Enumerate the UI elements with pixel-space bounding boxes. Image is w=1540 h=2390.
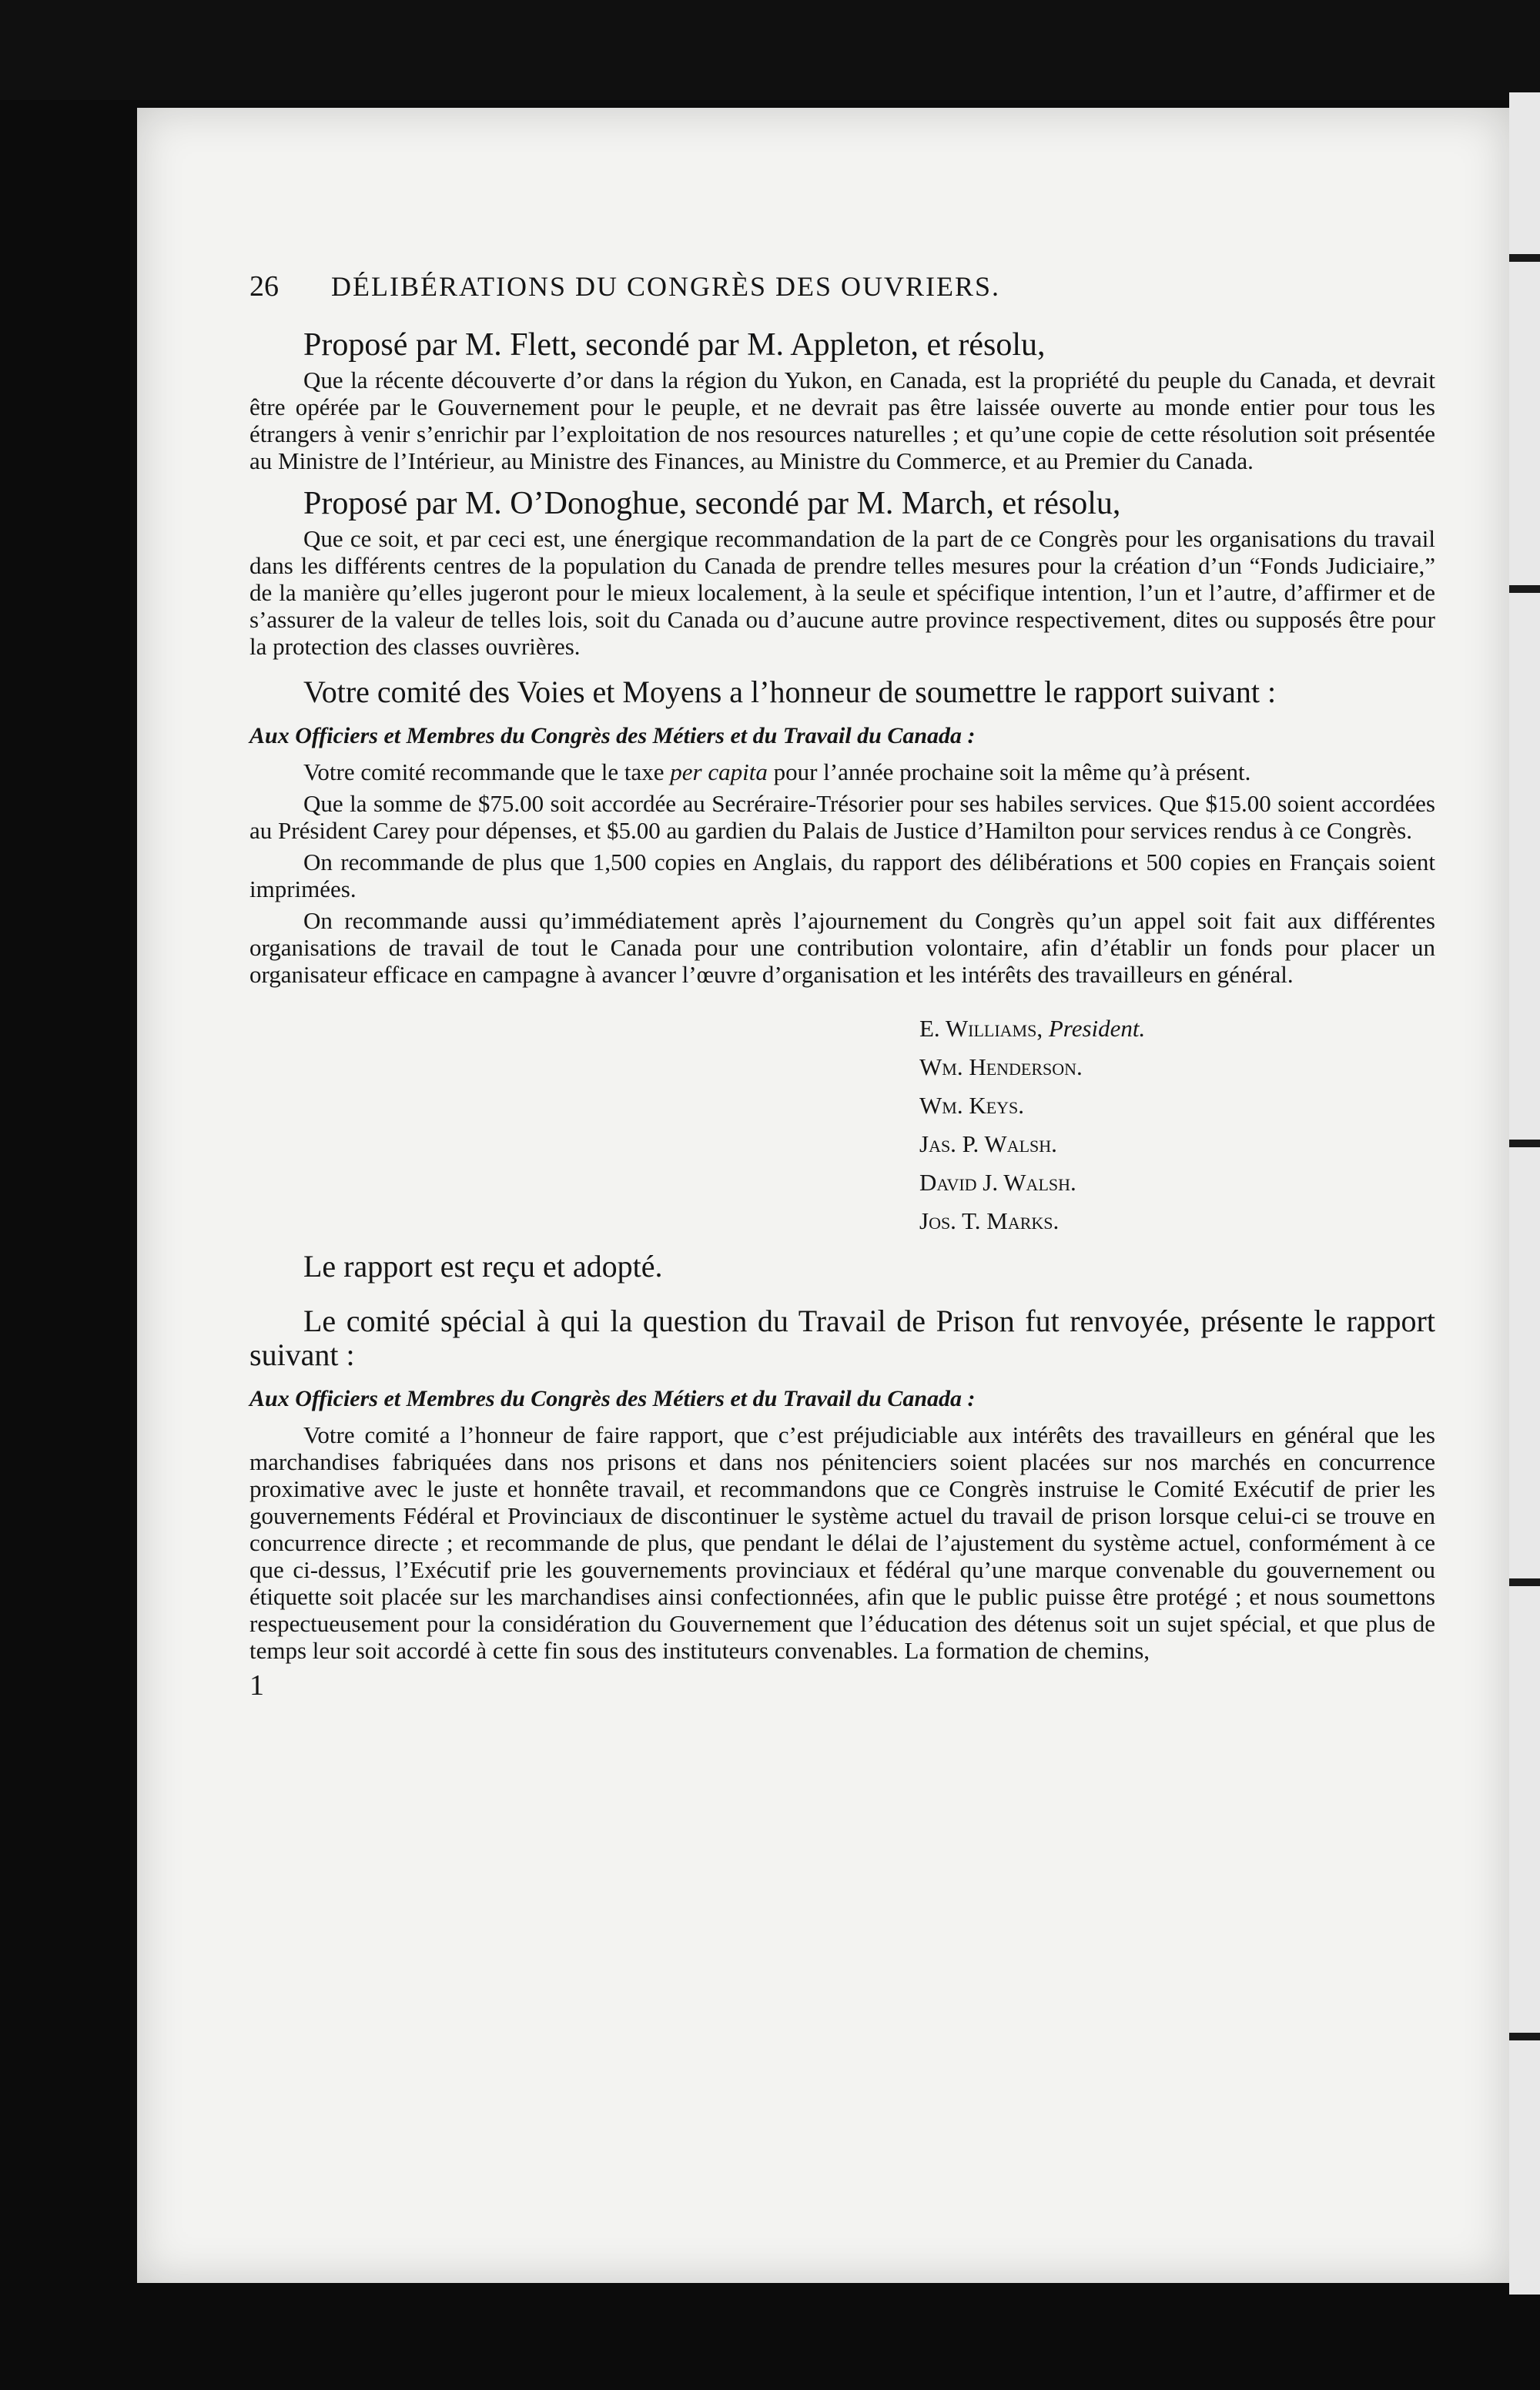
signature-block [919, 1009, 1435, 1240]
signature-mark: 1 [249, 1669, 264, 1702]
report-intro: Votre comité des Voies et Moyens a l’honneur de soumettre le rapport suivant : [303, 674, 1277, 709]
report-paragraph: Que la somme de $75.00 soit accordée au Secréraire-Trésorier pour ses habiles services. Que $15.00 soient accordées au Président Carey pour dépenses, et $5.00 au gardien du Palais de Justice d’Hamilton pour services rendus à ce Congrès. [249, 790, 1435, 844]
film-edge [1509, 92, 1540, 2295]
motion-text: Que la récente découverte d’or dans la région du Yukon, en Canada, est la propriété du peuple du Canada, et devrait être opérée par le Gouvernement pour le peuple, et ne devrait pas être laissée ouverte au monde entier pour tous les étrangers à venir s’enrichir par l’exploitation de nos resources naturelles ; et qu’une copie de cette résolution soit présentée au Ministre de l’Intérieur, au Ministre des Finances, au Ministre du Commerce, et au Premier du Canada. [249, 367, 1435, 474]
page-number: 26 [249, 270, 279, 303]
motion-heading: Proposé par M. Flett, secondé par M. Appleton, et résolu, [303, 327, 1046, 363]
signature-line: Jos. T. Marks. [919, 1207, 1060, 1234]
report-paragraph: On recommande aussi qu’immédiatement après l’ajournement du Congrès qu’un appel soit fait aux différentes organisations de travail de tout le Canada pour une contribution volontaire, afin d’établir un fonds pour placer un organisateur efficace en campagne à avancer l’œuvre d’organisation et les intérêts des travailleurs en général. [249, 907, 1435, 988]
report-paragraph: Votre comité recommande que le taxe per capita pour l’année prochaine soit la même qu’à présent. [303, 758, 1251, 785]
report-address: Aux Officiers et Membres du Congrès des Métiers et du Travail du Canada : [249, 1386, 976, 1411]
report-address: Aux Officiers et Membres du Congrès des Métiers et du Travail du Canada : [249, 723, 976, 748]
report-paragraph: On recommande de plus que 1,500 copies en Anglais, du rapport des délibérations et 500 copies en Français soient imprimées. [249, 849, 1435, 902]
report-paragraph: Votre comité a l’honneur de faire rapport, que c’est préjudiciable aux intérêts des travailleurs en général que les marchandises fabriquées dans nos prisons et dans nos pénitenciers soient placées sur nos marchés en concurrence proximative avec le juste et honnête travail, et recommandons que ce Congrès instruise le Comité Exécutif de prier les gouvernements Fédéral et Provinciaux de discontinuer le système actuel du travail de prison lorsque celui-ci se trouve en concurrence directe ; et recommande de plus, que pendant le délai de l’ajustement du système actuel, conformément à ce que ci-dessus, l’Exécutif prie les gouvernements provinciaux et fédéral qu’une marque convenable du gouvernement ou étiquette soit placée sur les marchandises ainsi confectionnées, afin que le public puisse être protégé ; et nous soumettons respectueusement pour la considération du Gouvernement que l’éducation des détenus soit un sujet spécial, et que plus de temps leur soit accordé à cette fin sous des instituteurs convenables. La formation de chemins, [249, 1421, 1435, 1664]
signature-line: E. Williams, President. [919, 1015, 1146, 1042]
page-content [249, 269, 1435, 1702]
report-intro: Le comité spécial à qui la question du Travail de Prison fut renvoyée, présente le rapport suivant : [249, 1304, 1435, 1372]
signature-line: Wm. Henderson. [919, 1053, 1083, 1080]
film-frame-top [0, 0, 1540, 100]
adoption-note: Le rapport est reçu et adopté. [303, 1249, 663, 1284]
signature-line: David J. Walsh. [919, 1169, 1076, 1196]
signature-line: Wm. Keys. [919, 1092, 1025, 1119]
document-page [137, 108, 1509, 2283]
motion-text: Que ce soit, et par ceci est, une énergique recommandation de la part de ce Congrès pour les organisations du travail dans les différents centres de la population du Canada de prendre telles mesures pour la création d’un “Fonds Judiciaire,” de la manière qu’elles jugeront pour le mieux localement, à la seule et spécifique intention, l’un et l’autre, d’affirmer et de s’assurer de la valeur de telles lois, soit du Canada ou d’aucune autre province respectivement, dites ou supposés être pour la protection des classes ouvrières. [249, 525, 1435, 660]
running-head [249, 269, 1435, 316]
running-head-title: DÉLIBÉRATIONS DU CONGRÈS DES OUVRIERS. [331, 271, 1001, 302]
motion-heading: Proposé par M. O’Donoghue, secondé par M. March, et résolu, [303, 486, 1121, 521]
signature-line: Jas. P. Walsh. [919, 1130, 1057, 1157]
